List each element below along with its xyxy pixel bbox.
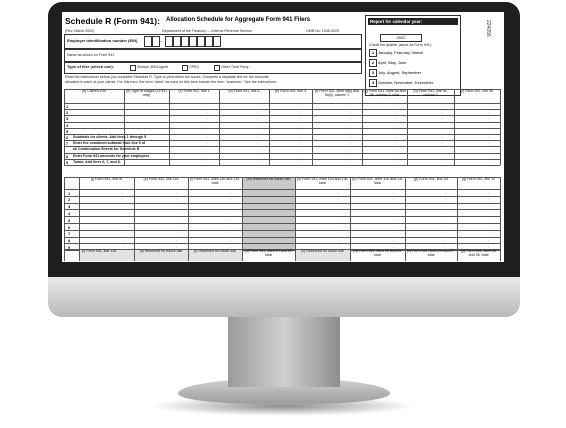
amount-decimal-point[interactable]: .	[395, 152, 397, 158]
filer-type-checkbox[interactable]	[130, 65, 136, 71]
quarter-checkbox[interactable]: 2	[369, 59, 377, 67]
column-header: (q) Form 941, line 12	[461, 177, 496, 181]
amount-decimal-point[interactable]: .	[176, 230, 178, 236]
ein-digit-box[interactable]	[213, 36, 221, 47]
table-rule	[242, 177, 243, 250]
amount-decimal-point[interactable]: .	[395, 115, 397, 121]
quarter-label: April, May, June	[378, 60, 407, 65]
amount-decimal-point[interactable]: .	[350, 127, 352, 133]
table-rule	[405, 177, 406, 250]
table-rule	[64, 103, 500, 104]
form-department: Department of the Treasury — Internal Revenue Service	[162, 29, 252, 33]
amount-decimal-point[interactable]: .	[442, 121, 444, 127]
table-rule	[219, 89, 220, 165]
amount-decimal-point[interactable]: .	[488, 237, 490, 243]
row-number: 7	[68, 231, 71, 237]
amount-decimal-point[interactable]: .	[395, 146, 397, 152]
amount-decimal-point[interactable]: .	[338, 223, 340, 229]
table-rule	[64, 196, 500, 197]
amount-decimal-point[interactable]: .	[230, 237, 232, 243]
table-rule	[457, 177, 458, 250]
column-header: (s) Reserved for future use	[139, 249, 183, 253]
table-rule	[64, 243, 500, 244]
amount-decimal-point[interactable]: .	[395, 121, 397, 127]
table-rule	[500, 89, 501, 165]
amount-decimal-point[interactable]: .	[442, 146, 444, 152]
amount-decimal-point[interactable]: .	[445, 209, 447, 215]
amount-decimal-point[interactable]: .	[122, 243, 124, 249]
report-year-panel	[365, 15, 461, 96]
amount-decimal-point[interactable]: .	[393, 203, 395, 209]
amount-decimal-point[interactable]: .	[350, 158, 352, 164]
column-header: (c) Form 941, line 1	[178, 89, 210, 93]
amount-decimal-point[interactable]: .	[488, 140, 490, 146]
amount-decimal-point[interactable]: .	[393, 196, 395, 202]
amount-decimal-point[interactable]: .	[257, 158, 259, 164]
table-rule	[64, 237, 500, 238]
amount-decimal-point[interactable]: .	[257, 109, 259, 115]
amount-decimal-point[interactable]: .	[300, 121, 302, 127]
amount-decimal-point[interactable]: .	[230, 216, 232, 222]
ein-digit-box[interactable]	[165, 36, 173, 47]
amount-decimal-point[interactable]: .	[445, 216, 447, 222]
amount-decimal-point[interactable]: .	[350, 115, 352, 121]
amount-decimal-point[interactable]: .	[395, 109, 397, 115]
filer-type-checkbox[interactable]	[214, 65, 220, 71]
amount-decimal-point[interactable]: .	[122, 223, 124, 229]
amount-decimal-point[interactable]: .	[445, 196, 447, 202]
amount-decimal-point[interactable]: .	[488, 152, 490, 158]
row-number: 9	[66, 159, 69, 165]
amount-decimal-point[interactable]: .	[393, 216, 395, 222]
table-rule	[79, 177, 80, 250]
amount-decimal-point[interactable]: .	[488, 127, 490, 133]
amount-decimal-point[interactable]: .	[230, 243, 232, 249]
name-label: Name as shown on Form 941	[67, 53, 115, 57]
column-header: (r) Form 941, line 13a	[81, 249, 117, 253]
row-number: 2	[66, 110, 69, 116]
row-number: 5	[66, 128, 69, 134]
amount-decimal-point[interactable]: .	[207, 103, 209, 108]
table-rule	[64, 128, 500, 129]
amount-decimal-point[interactable]: .	[300, 109, 302, 115]
amount-decimal-point[interactable]: .	[445, 189, 447, 195]
amount-decimal-point[interactable]: .	[122, 230, 124, 236]
amount-decimal-point[interactable]: .	[207, 152, 209, 158]
table-rule	[64, 230, 500, 231]
ein-digit-box[interactable]	[152, 36, 163, 47]
quarter-checkbox[interactable]: 3	[369, 69, 377, 77]
filer-type-label: Type of filer (check one):	[67, 64, 115, 69]
amount-decimal-point[interactable]: .	[300, 158, 302, 164]
amount-decimal-point[interactable]: .	[230, 203, 232, 209]
quarter-instruction: Check the quarter (same as Form 941):	[369, 43, 432, 47]
column-header: (a) Client’s EIN	[81, 89, 107, 93]
row-number: 4	[68, 210, 71, 216]
column-header: (m) Reserved for future use	[246, 177, 291, 181]
amount-decimal-point[interactable]: .	[393, 189, 395, 195]
amount-decimal-point[interactable]: .	[442, 127, 444, 133]
instructions-line: allocated to each of your clients. For this form, the term “client” as used on this form include the term “customer.” See the instructions.	[65, 80, 277, 84]
amount-decimal-point[interactable]: .	[350, 140, 352, 146]
amount-decimal-point[interactable]: .	[445, 243, 447, 249]
column-header: (e) Form 941, line 3	[274, 89, 307, 93]
quarter-label: July, August, September	[378, 70, 422, 75]
amount-decimal-point[interactable]: .	[176, 196, 178, 202]
ein-dash: –	[160, 38, 163, 43]
row-number: 1	[68, 190, 71, 196]
amount-decimal-point[interactable]: .	[442, 103, 444, 108]
amount-decimal-point[interactable]: .	[207, 121, 209, 127]
amount-decimal-point[interactable]: .	[207, 158, 209, 164]
amount-decimal-point[interactable]: .	[488, 158, 490, 164]
table-rule	[64, 177, 65, 250]
amount-decimal-point[interactable]: .	[176, 216, 178, 222]
column-header: (f) Form 941, lines 5a(i) and 5a(ii), column 1	[314, 89, 360, 97]
amount-decimal-point[interactable]: .	[300, 115, 302, 121]
row-number: 1	[66, 104, 69, 109]
filer-type-option: Section 3504 Agent	[137, 65, 169, 69]
amount-decimal-point[interactable]: .	[122, 237, 124, 243]
table-rule	[134, 177, 135, 250]
amount-decimal-point[interactable]: .	[395, 140, 397, 146]
ein-digit-box[interactable]	[173, 36, 181, 47]
amount-decimal-point[interactable]: .	[257, 127, 259, 133]
amount-decimal-point[interactable]: .	[395, 103, 397, 108]
amount-decimal-point[interactable]: .	[488, 203, 490, 209]
amount-decimal-point[interactable]: .	[338, 237, 340, 243]
table-rule	[454, 89, 455, 165]
form-revision: (Rev. March 2022)	[65, 29, 95, 33]
form-omb: OMB No. 1545-0029	[306, 29, 339, 33]
amount-decimal-point[interactable]: .	[257, 146, 259, 152]
amount-decimal-point[interactable]: .	[176, 223, 178, 229]
amount-decimal-point[interactable]: .	[350, 103, 352, 108]
amount-decimal-point[interactable]: .	[488, 209, 490, 215]
amount-decimal-point[interactable]: .	[445, 223, 447, 229]
column-header: (t) Reserved for future use	[194, 249, 236, 253]
table-rule	[64, 165, 500, 166]
amount-decimal-point[interactable]: .	[488, 121, 490, 127]
column-header: (d) Form 941, line 2	[228, 89, 260, 93]
amount-decimal-point[interactable]: .	[442, 115, 444, 121]
amount-decimal-point[interactable]: .	[257, 103, 259, 108]
amount-decimal-point[interactable]: .	[488, 146, 490, 152]
amount-decimal-point[interactable]: .	[300, 127, 302, 133]
column-header: (u) Form 941, lines 19 and 20, total	[244, 249, 293, 257]
column-header: (w) Form 941, lines 23 and 25, total	[353, 249, 402, 257]
filer-type-option: Other Third Party	[221, 65, 249, 69]
amount-decimal-point[interactable]: .	[488, 196, 490, 202]
amount-decimal-point[interactable]: .	[257, 115, 259, 121]
amount-decimal-point[interactable]: .	[338, 230, 340, 236]
amount-decimal-point[interactable]: .	[488, 216, 490, 222]
table-rule	[64, 122, 500, 123]
row-number: 4	[66, 122, 69, 128]
column-header: (n) Form 941, lines 11d and 13e, total	[296, 177, 349, 185]
amount-decimal-point[interactable]: .	[393, 209, 395, 215]
column-header: (y) Form 941, lines 26 and 28, total	[461, 249, 496, 257]
amount-decimal-point[interactable]: .	[442, 140, 444, 146]
amount-decimal-point[interactable]: .	[393, 223, 395, 229]
column-header: (o) Form 941, lines 11e and 13f, total	[352, 177, 403, 185]
form-barcode-number: 224056	[485, 20, 491, 37]
row-number: 8	[68, 238, 71, 244]
row-number: 5	[68, 217, 71, 223]
amount-decimal-point[interactable]: .	[176, 237, 178, 243]
table-rule	[64, 89, 65, 165]
ein-digit-box[interactable]	[205, 36, 213, 47]
amount-decimal-point[interactable]: .	[442, 134, 444, 139]
column-header: (p) Form 941, line 11f	[413, 177, 449, 181]
amount-decimal-point[interactable]: .	[442, 158, 444, 164]
amount-decimal-point[interactable]: .	[207, 127, 209, 133]
amount-decimal-point[interactable]: .	[350, 146, 352, 152]
ein-label: Employer identification number (EIN)	[67, 38, 138, 43]
amount-decimal-point[interactable]: .	[338, 209, 340, 215]
table-rule	[350, 177, 351, 250]
row-number: 2	[68, 197, 71, 203]
report-year-field[interactable]: 2022	[380, 34, 422, 42]
table-rule	[269, 89, 270, 165]
amount-decimal-point[interactable]: .	[338, 196, 340, 202]
amount-decimal-point[interactable]: .	[300, 103, 302, 108]
amount-decimal-point[interactable]: .	[122, 189, 124, 195]
report-heading: Report for calendar year:	[368, 18, 458, 25]
amount-decimal-point[interactable]: .	[176, 189, 178, 195]
amount-decimal-point[interactable]: .	[442, 109, 444, 115]
column-header: (l) Form 941, lines 11b and 13c, total	[189, 177, 241, 185]
amount-decimal-point[interactable]: .	[338, 189, 340, 195]
amount-decimal-point[interactable]: .	[338, 203, 340, 209]
amount-decimal-point[interactable]: .	[488, 223, 490, 229]
amount-decimal-point[interactable]: .	[300, 134, 302, 139]
amount-decimal-point[interactable]: .	[230, 230, 232, 236]
filer-type-option: CPEO	[189, 65, 200, 69]
amount-decimal-point[interactable]: .	[300, 152, 302, 158]
summary-row-label: Totals. Add lines 6, 7, and 8.	[73, 159, 121, 164]
row-number: 6	[68, 224, 71, 230]
amount-decimal-point[interactable]: .	[207, 140, 209, 146]
row-number: 9	[68, 244, 71, 250]
table-rule	[362, 89, 363, 165]
amount-decimal-point[interactable]: .	[122, 203, 124, 209]
amount-decimal-point[interactable]: .	[257, 152, 259, 158]
amount-decimal-point[interactable]: .	[488, 134, 490, 139]
column-header: (i) Form 941, line 5e	[460, 89, 494, 93]
table-rule	[500, 177, 501, 250]
amount-decimal-point[interactable]: .	[395, 158, 397, 164]
column-header: (v) Reserved for future use	[301, 249, 344, 253]
amount-decimal-point[interactable]: .	[257, 134, 259, 139]
amount-decimal-point[interactable]: .	[445, 230, 447, 236]
amount-decimal-point[interactable]: .	[122, 216, 124, 222]
monitor-stand	[228, 317, 340, 387]
quarter-label: October, November, December	[378, 80, 434, 85]
amount-decimal-point[interactable]: .	[230, 196, 232, 202]
amount-decimal-point[interactable]: .	[300, 146, 302, 152]
amount-decimal-point[interactable]: .	[350, 152, 352, 158]
ein-digit-box[interactable]	[144, 36, 152, 47]
amount-decimal-point[interactable]: .	[207, 146, 209, 152]
row-number: 8	[66, 153, 69, 159]
table-rule	[64, 159, 500, 160]
amount-decimal-point[interactable]: .	[207, 134, 209, 139]
amount-decimal-point[interactable]: .	[395, 127, 397, 133]
summary-row-label: Enter Form 941 amounts for your employees	[73, 153, 150, 158]
quarter-label: January, February, March	[378, 50, 424, 55]
amount-decimal-point[interactable]: .	[395, 134, 397, 139]
amount-decimal-point[interactable]: .	[122, 196, 124, 202]
amount-decimal-point[interactable]: .	[176, 243, 178, 249]
column-header: (g) Form 941, lines 5a and 5b, column 2, total	[363, 89, 406, 97]
column-header: (k) Form 941, line 11a	[143, 177, 179, 181]
column-header: (j) Form 941, line 5f	[90, 177, 123, 181]
row-number: 6	[66, 135, 69, 140]
table-rule	[312, 89, 313, 165]
amount-decimal-point[interactable]: .	[338, 243, 340, 249]
amount-decimal-point[interactable]: .	[338, 216, 340, 222]
table-rule	[295, 177, 296, 250]
ein-digit-box[interactable]	[189, 36, 197, 47]
table-rule	[64, 189, 500, 190]
table-rule	[64, 203, 500, 204]
table-rule	[500, 249, 501, 261]
amount-decimal-point[interactable]: .	[488, 243, 490, 249]
amount-decimal-point[interactable]: .	[442, 152, 444, 158]
amount-decimal-point[interactable]: .	[122, 209, 124, 215]
table-rule	[169, 89, 170, 165]
amount-decimal-point[interactable]: .	[488, 103, 490, 108]
amount-decimal-point[interactable]: .	[488, 230, 490, 236]
ein-digit-box[interactable]	[197, 36, 205, 47]
form-subtitle: Allocation Schedule for Aggregate Form 941 Filers	[166, 17, 311, 23]
column-header: (h) Form 941, line 5c, column 2	[413, 89, 448, 97]
table-rule	[64, 223, 500, 224]
table-rule	[64, 209, 500, 210]
amount-decimal-point[interactable]: .	[488, 115, 490, 121]
ein-digit-box[interactable]	[181, 36, 189, 47]
summary-row-label: all Continuation Sheets for Schedule R	[73, 147, 140, 152]
table-rule	[64, 216, 500, 217]
table-rule	[64, 115, 500, 116]
amount-decimal-point[interactable]: .	[488, 189, 490, 195]
summary-row-label: Subtotals for clients. Add lines 1 through 5	[73, 135, 147, 139]
row-number: 3	[68, 204, 71, 210]
row-number: 3	[66, 116, 69, 122]
amount-decimal-point[interactable]: .	[207, 109, 209, 115]
column-header: (x) Form 941, lines 24 and 27, total	[407, 249, 455, 257]
amount-decimal-point[interactable]: .	[393, 243, 395, 249]
amount-decimal-point[interactable]: .	[350, 134, 352, 139]
amount-decimal-point[interactable]: .	[445, 203, 447, 209]
summary-row-label: Enter the combined subtotal from line 9 of	[73, 141, 146, 146]
quarter-checkbox[interactable]: 4	[369, 79, 377, 87]
monitor-chin	[48, 277, 520, 317]
table-rule	[188, 177, 189, 250]
amount-decimal-point[interactable]: .	[176, 203, 178, 209]
amount-decimal-point[interactable]: .	[230, 189, 232, 195]
amount-decimal-point[interactable]: .	[176, 209, 178, 215]
amount-decimal-point[interactable]: .	[350, 109, 352, 115]
table-rule	[64, 109, 500, 110]
amount-decimal-point[interactable]: .	[393, 230, 395, 236]
monitor-screen	[62, 12, 504, 262]
amount-decimal-point[interactable]: .	[230, 223, 232, 229]
amount-decimal-point[interactable]: .	[207, 115, 209, 121]
amount-decimal-point[interactable]: .	[488, 109, 490, 115]
column-header: (b) Type of wages (CPEO only)	[126, 89, 167, 97]
row-number: 7	[66, 141, 69, 147]
amount-decimal-point[interactable]: .	[350, 121, 352, 127]
filer-type-checkbox[interactable]	[182, 65, 188, 71]
amount-decimal-point[interactable]: .	[445, 237, 447, 243]
amount-decimal-point[interactable]: .	[230, 209, 232, 215]
instructions-line: Read the instructions before you complete Schedule R. Type or print within the boxes. Complete a separate line for the amounts	[65, 75, 269, 79]
quarter-checkbox[interactable]: 1	[369, 49, 377, 57]
form-title: Schedule R (Form 941):	[65, 16, 160, 26]
amount-decimal-point[interactable]: .	[257, 121, 259, 127]
amount-decimal-point[interactable]: .	[257, 140, 259, 146]
amount-decimal-point[interactable]: .	[393, 237, 395, 243]
amount-decimal-point[interactable]: .	[300, 140, 302, 146]
table-rule	[407, 89, 408, 165]
reserved-column-shading	[242, 189, 295, 250]
